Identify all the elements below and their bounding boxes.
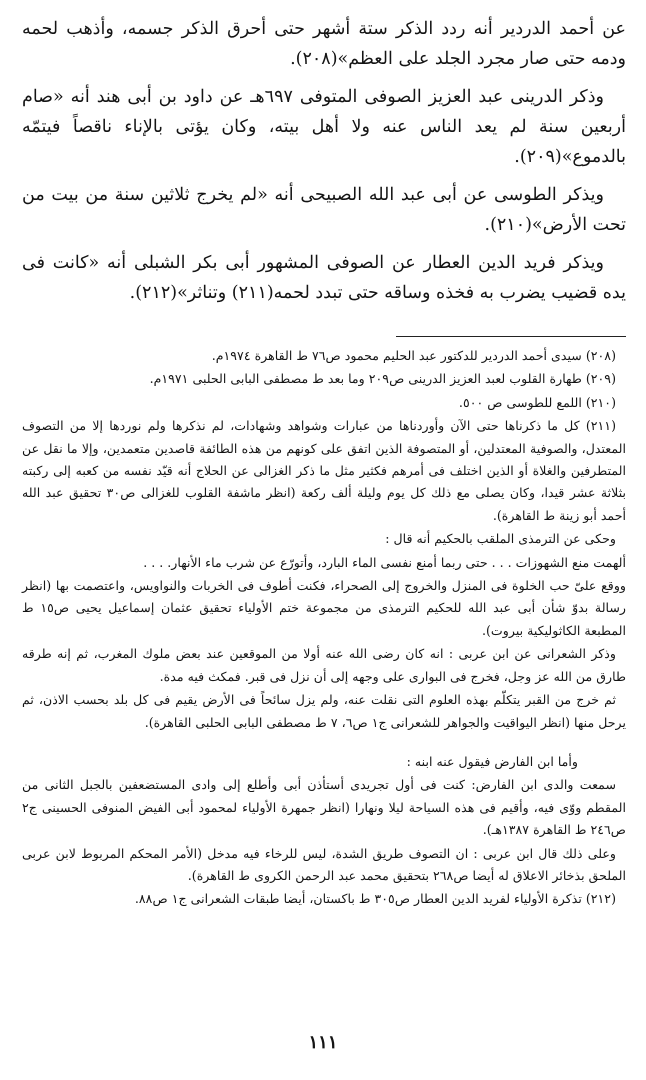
paragraph-durayni: وذكر الدرينى عبد العزيز الصوفى المتوفى ٦٩٧هـ عن داود بن أبى هند أنه «صام أربعين سنة لم يعد الناس عنه ولا أهل بيته، وكان يؤتى بالإناء ناقصاً فيتمّه بالدموع»(٢٠٩). — [22, 87, 626, 167]
footnote-212: (٢١٢) تذكرة الأولياء لفريد الدين العطار ص٣٠٥ ط باكستان، أيضا طبقات الشعرانى ج١ ص٨٨. — [134, 891, 616, 907]
footnote-211-ibn-arabi: وعلى ذلك قال ابن عربى : ان التصوف طريق الشدة، ليس للرخاء فيه مدخل (الأمر المحكم المربوط لابن عربى الملحق بذخائر الاعلاق له أيضا ص٢٦٨ بتحقيق محمد عبد الرحمن الكروى ط القاهرة). — [22, 845, 626, 883]
footnote-210: (٢١٠) اللمع للطوسى ص ٥٠٠. — [458, 394, 616, 410]
main-text — [22, 14, 626, 316]
footnote-211-tirmidhi-khalwa: ووقع علىّ حب الخلوة فى المنزل والخروج إلى الصحراء، فكنت أطوف فى الخربات والنواويس، واعتصمت بها (انظر رسالة بدوّ شأن أبى عبد الله للحكيم الترمذى من مجموعة ختم الأولياء تحقيق عثمان إسماعيل يحيى ص١٥ ط المطبعة الكاثوليكية بيروت). — [22, 578, 626, 638]
paragraph-tusi: ويذكر الطوسى عن أبى عبد الله الصبيحى أنه «لم يخرج ثلاثين سنة من بيت من تحت الأرض»(٢١٠). — [22, 185, 626, 235]
footnotes — [22, 345, 626, 912]
footnote-211-ibn-farid: سمعت والدى ابن الفارض: كنت فى أول تجريدى أستأذن أبى وأطلع إلى وادى المستضعفين بالجبل الثانى من المقطم ووّى فيه، وأقيم فى هذه السياحة ليلا ونهارا (انظر جمهرة الأولياء لمحمود أبى الفيض المنوفى الحسينى ج٢ ص٢٤٦ ط القاهرة ١٣٨٧هـ). — [22, 777, 626, 838]
footnote-gap — [22, 735, 626, 751]
paragraph-ahmad-dardir: عن أحمد الدردير أنه ردد الذكر ستة أشهر حتى أحرق الذكر جسمه، وأذهب لحمه ودمه حتى صار مجرد الجلد على العظم»(٢٠٨). — [22, 19, 626, 69]
footnote-211-tirmidhi-quote: ألهمت منع الشهوزات . . . حتى ربما أمنع نفسى الماء البارد، وأتورّع عن شرب ماء الأنهار. . . . — [143, 554, 626, 570]
page-number: ١١١ — [308, 1032, 338, 1053]
footnote-211-tirmidhi-intro: وحكى عن الترمذى الملقب بالحكيم أنه قال : — [385, 531, 616, 547]
footnote-211-ibn-farid-intro: وأما ابن الفارض فيقول عنه ابنه : — [406, 753, 578, 769]
paragraph-attar: ويذكر فريد الدين العطار عن الصوفى المشهور أبى بكر الشبلى أنه «كانت فى يده قضيب يضرب به فخذه وساقه حتى تبدد لحمه(٢١١) وتناثر»(٢١٢). — [22, 253, 626, 303]
footnote-211-grave: ثم خرج من القبر يتكلّم بهذه العلوم التى نقلت عنه، ولم يزل سائحاً فى الأرض يقيم فى كل بلد بحسب الاذن، ثم يرحل منها (انظر اليواقيت والجواهر للشعرانى ج١ ص٦، ٧ ط مصطفى البابى الحلبى القاهرة). — [22, 692, 626, 730]
footnote-209: (٢٠٩) طهارة القلوب لعبد العزيز الدرينى ص٢٠٩ وما بعد ط مصطفى البابى الحلبى ١٩٧١م. — [149, 371, 616, 387]
footnote-211-shaarani: وذكر الشعرانى عن ابن عربى : انه كان رضى الله عنه أولا من الموقعين عند بعض ملوك المغرب، ثم إنه طرقه طارق من الله عز وجل، فخرج فى البوارى على وجهه إلى أن نزل فى قبر. فمكث فيه مدة. — [22, 646, 626, 684]
footnote-separator — [396, 336, 626, 337]
footnote-211: (٢١١) كل ما ذكرناها حتى الآن وأوردناها من عبارات وشواهد وشهادات، لم نذكرها ولم نوردها إلا من التصوف المعتدل، والصوفية المعتدلين، أو المتصوفة الذين اتفق على كونهم من هذه الطائفة قاصدين متعمدين، وإلا ما نقل عن المتطرفين والغلاة أو الذين اختلف فى أمرهم فكثير مثل ما ذكر الغزالى عن الحلاج أنه قيّد نفسه من كعبه إلى ركبته بثلاثة عشر قيدا، وكان يصلى مع ذلك كل يوم وليلة ألف ركعة (انظر ماشفة القلوب للغزالى ص٣٠ تحقيق عبد الله أحمد أبو زينة ط القاهرة). — [22, 418, 626, 523]
footnote-208: (٢٠٨) سيدى أحمد الدردير للدكتور عبد الحليم محمود ص٧٦ ط القاهرة ١٩٧٤م. — [211, 348, 616, 363]
